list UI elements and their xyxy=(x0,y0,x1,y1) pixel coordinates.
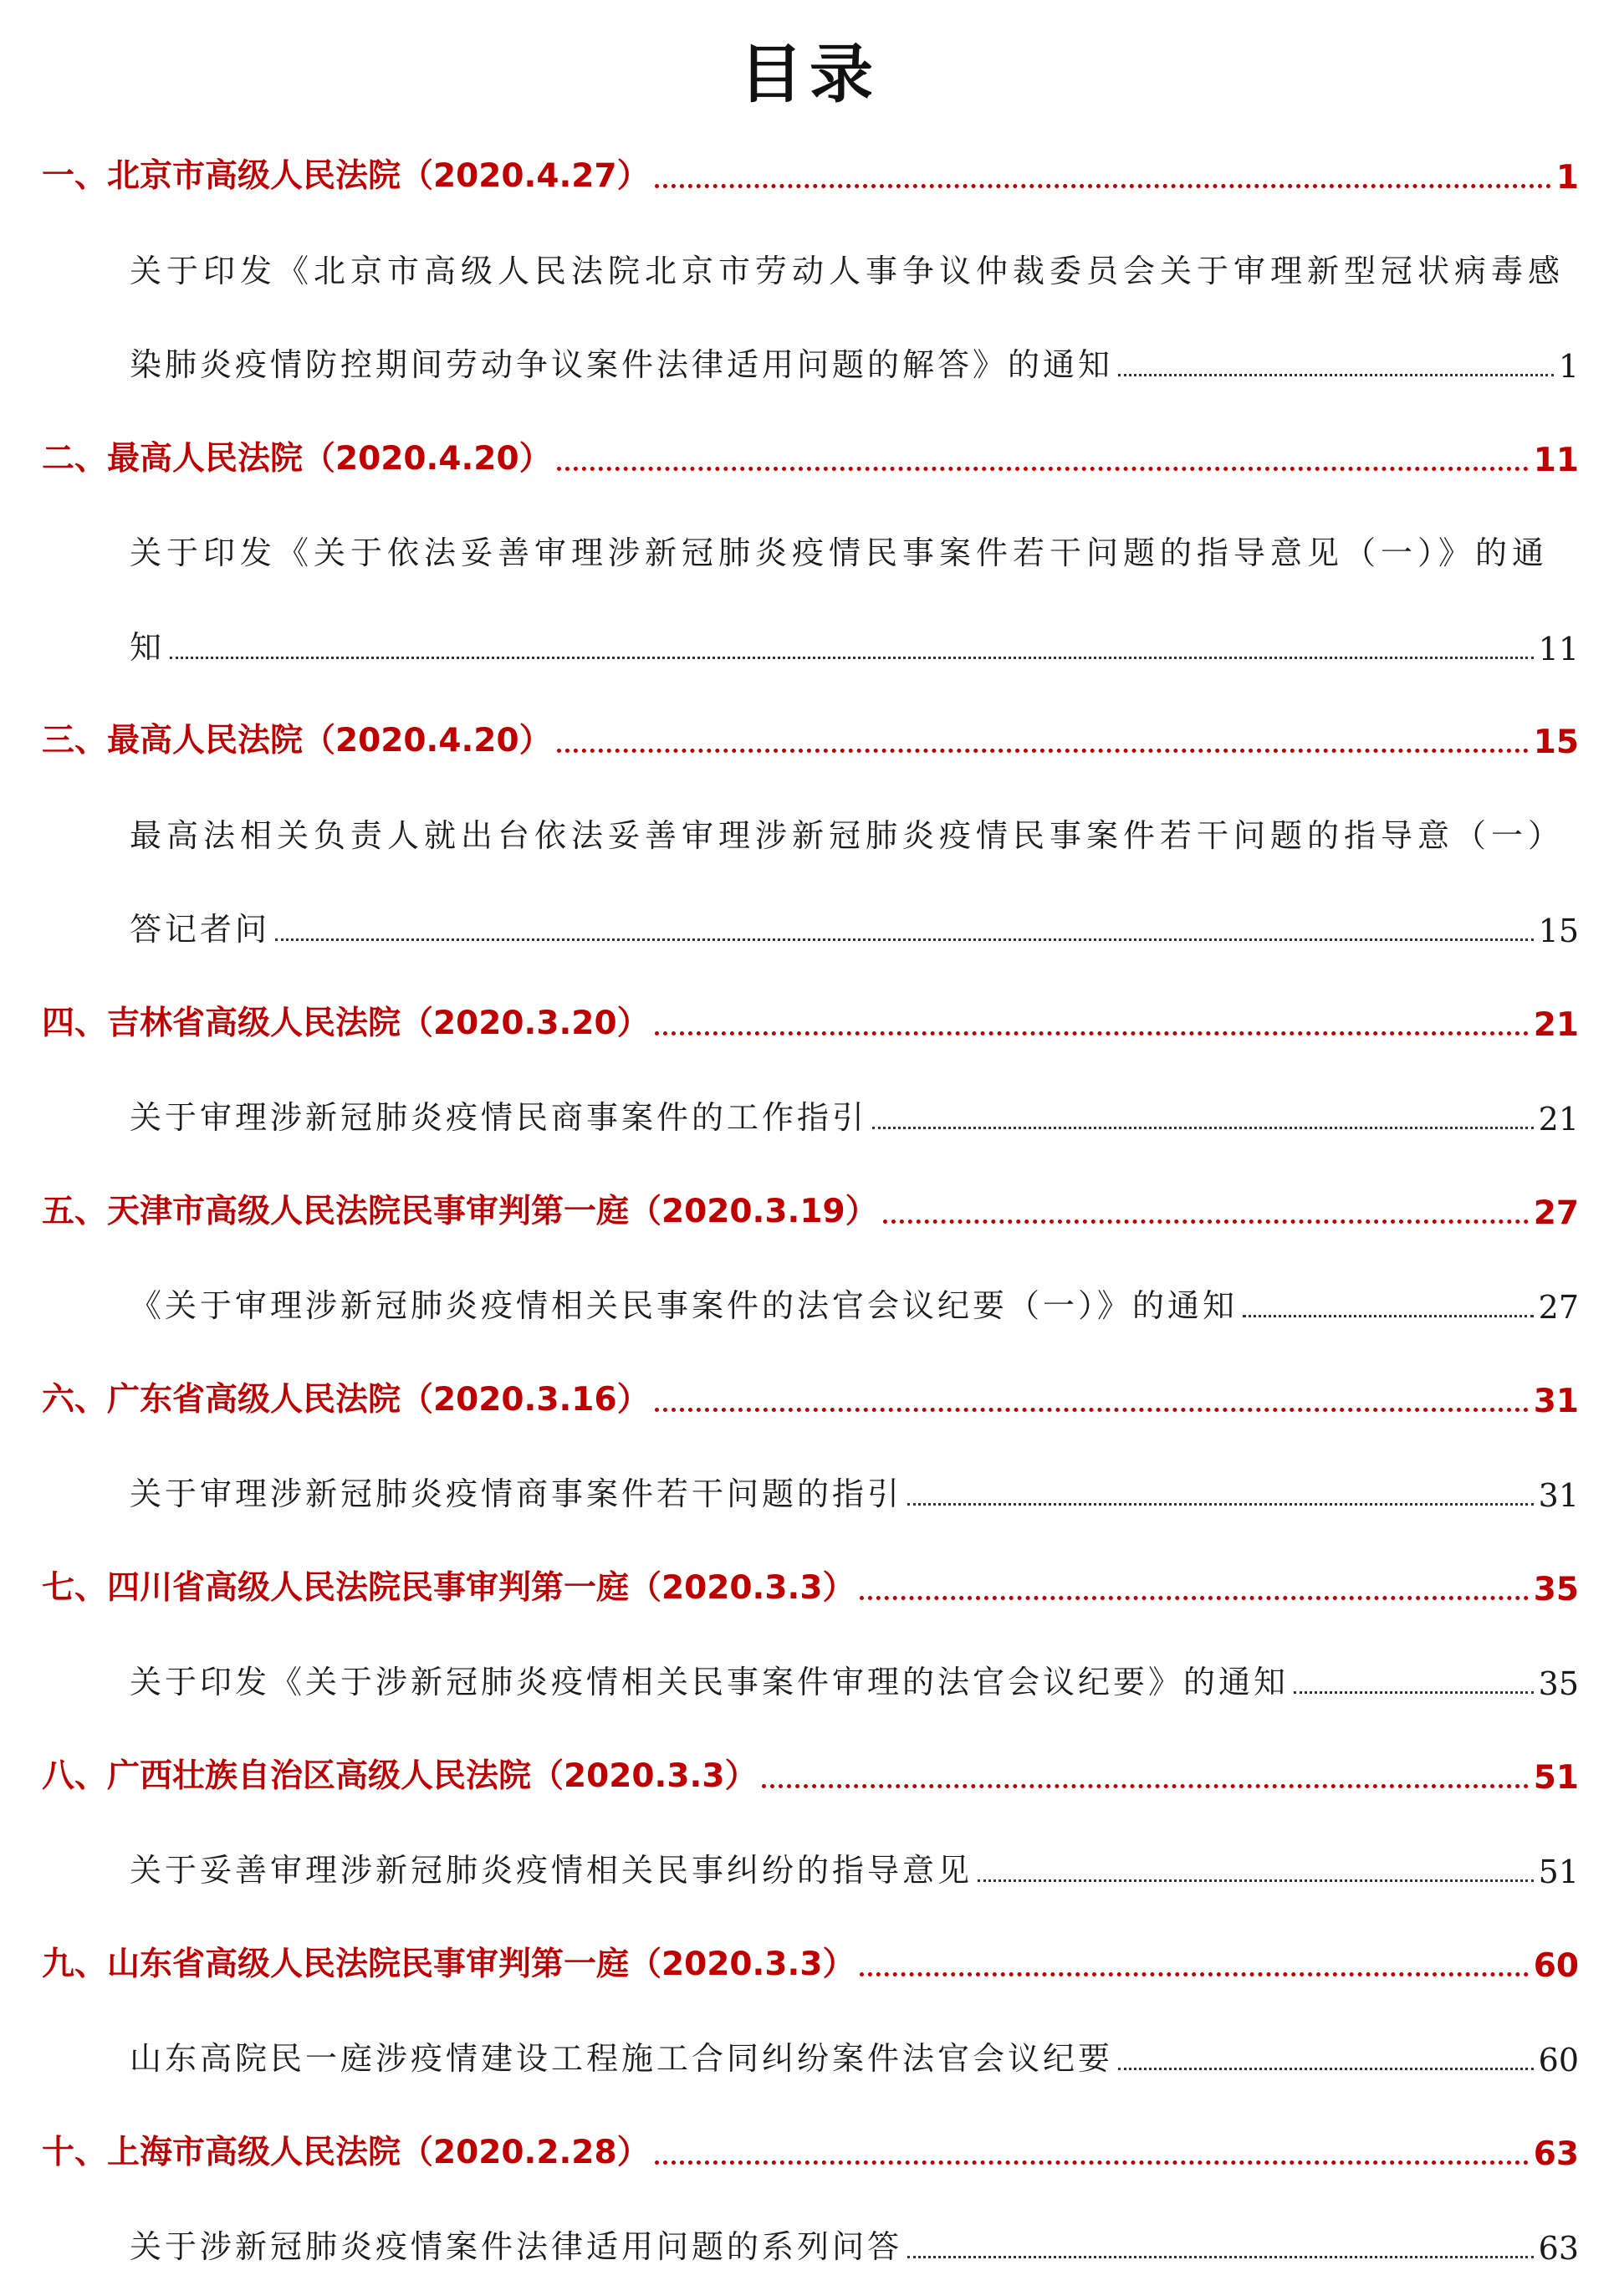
dot-leader xyxy=(655,1031,1529,1036)
dot-leader xyxy=(872,1127,1534,1129)
toc-entry-line[interactable] xyxy=(130,523,1579,573)
toc-entry-line[interactable] xyxy=(130,805,1579,856)
entry-page-number: 63 xyxy=(1538,2230,1579,2267)
toc-entry-line[interactable] xyxy=(130,2217,1579,2267)
section-heading-text: 三、最高人民法院（2020.4.20） xyxy=(42,722,552,759)
toc-entry-line[interactable] xyxy=(130,241,1579,291)
toc-section-heading[interactable] xyxy=(42,1182,1579,1232)
section-page-number: 35 xyxy=(1533,1570,1579,1608)
entry-page-number: 31 xyxy=(1538,1477,1579,1514)
entry-page-number: 15 xyxy=(1538,913,1579,949)
entry-text: 答记者问 xyxy=(130,911,271,948)
entry-page-number: 51 xyxy=(1538,1854,1579,1890)
toc-section-heading[interactable] xyxy=(42,1558,1579,1608)
toc-entry-line[interactable] xyxy=(130,2028,1579,2079)
section-page-number: 31 xyxy=(1533,1382,1579,1420)
section-page-number: 15 xyxy=(1533,724,1579,761)
section-page-number: 27 xyxy=(1533,1194,1579,1232)
dot-leader xyxy=(557,749,1529,753)
entry-text: 染肺炎疫情防控期间劳动争议案件法律适用问题的解答》的通知 xyxy=(130,346,1114,383)
entry-text: 最高法相关负责人就出台依法妥善审理涉新冠肺炎疫情民事案件若干问题的指导意（一） xyxy=(130,816,1565,854)
toc-entry-line[interactable] xyxy=(130,1276,1579,1326)
section-heading-text: 四、吉林省高级人民法院（2020.3.20） xyxy=(42,1004,650,1042)
dot-leader xyxy=(1294,1691,1534,1694)
dot-leader xyxy=(557,467,1529,471)
toc-entry-line[interactable] xyxy=(130,1840,1579,1890)
entry-text: 知 xyxy=(130,628,166,666)
dot-leader xyxy=(275,938,1534,941)
section-heading-text: 一、北京市高级人民法院（2020.4.27） xyxy=(42,157,650,195)
dot-leader xyxy=(655,1408,1529,1412)
toc-entry-line[interactable] xyxy=(130,617,1579,667)
dot-leader xyxy=(883,1220,1529,1224)
dot-leader xyxy=(170,657,1534,659)
entry-text: 关于审理涉新冠肺炎疫情商事案件若干问题的指引 xyxy=(130,1475,903,1512)
dot-leader xyxy=(655,184,1551,188)
dot-leader xyxy=(860,1972,1528,1976)
dot-leader xyxy=(860,1596,1528,1600)
entry-text: 关于涉新冠肺炎疫情案件法律适用问题的系列问答 xyxy=(130,2228,903,2265)
entry-text: 关于妥善审理涉新冠肺炎疫情相关民事纠纷的指导意见 xyxy=(130,1852,973,1889)
toc-section-heading[interactable] xyxy=(42,1935,1579,1985)
entry-text: 关于审理涉新冠肺炎疫情民商事案件的工作指引 xyxy=(130,1099,868,1136)
entry-text: 关于印发《北京市高级人民法院北京市劳动人事争议仲裁委员会关于审理新型冠状病毒感 xyxy=(130,252,1565,289)
toc-section-heading[interactable] xyxy=(42,2123,1579,2173)
dot-leader xyxy=(1118,2068,1534,2070)
toc-section-heading[interactable] xyxy=(42,994,1579,1044)
toc-entry-line[interactable] xyxy=(130,899,1579,949)
toc-entry-line[interactable] xyxy=(130,1652,1579,1702)
dot-leader xyxy=(907,1503,1534,1506)
toc-entry-line[interactable] xyxy=(130,1087,1579,1138)
entry-page-number: 11 xyxy=(1538,630,1579,667)
toc-entry-line[interactable] xyxy=(130,335,1579,385)
dot-leader xyxy=(1243,1315,1534,1317)
section-heading-text: 十、上海市高级人民法院（2020.2.28） xyxy=(42,2133,650,2171)
toc-section-heading[interactable] xyxy=(42,1746,1579,1797)
section-page-number: 21 xyxy=(1533,1005,1579,1044)
entry-text: 《关于审理涉新冠肺炎疫情相关民事案件的法官会议纪要（一）》的通知 xyxy=(130,1287,1239,1324)
dot-leader xyxy=(655,2160,1529,2165)
section-heading-text: 五、天津市高级人民法院民事审判第一庭（2020.3.19） xyxy=(42,1192,878,1230)
toc-section-heading[interactable] xyxy=(42,146,1579,197)
toc-section-heading[interactable] xyxy=(42,429,1579,479)
section-heading-text: 二、最高人民法院（2020.4.20） xyxy=(42,439,552,478)
section-page-number: 11 xyxy=(1533,441,1579,479)
section-heading-text: 六、广东省高级人民法院（2020.3.16） xyxy=(42,1380,650,1419)
toc-section-heading[interactable] xyxy=(42,711,1579,761)
section-heading-text: 八、广西壮族自治区高级人民法院（2020.3.3） xyxy=(42,1757,758,1795)
dot-leader xyxy=(762,1784,1528,1788)
section-heading-text: 九、山东省高级人民法院民事审判第一庭（2020.3.3） xyxy=(42,1945,855,1983)
entry-text: 山东高院民一庭涉疫情建设工程施工合同纠纷案件法官会议纪要 xyxy=(130,2040,1114,2077)
section-page-number: 1 xyxy=(1555,159,1579,197)
dot-leader xyxy=(1118,374,1554,376)
entry-text: 关于印发《关于涉新冠肺炎疫情相关民事案件审理的法官会议纪要》的通知 xyxy=(130,1664,1290,1700)
toc-section-heading[interactable] xyxy=(42,1370,1579,1420)
entry-page-number: 1 xyxy=(1558,348,1579,385)
entry-page-number: 27 xyxy=(1538,1289,1579,1326)
page-title: 目录 xyxy=(739,37,880,111)
entry-page-number: 35 xyxy=(1538,1665,1579,1702)
toc-entry-line[interactable] xyxy=(130,1464,1579,1514)
entry-text: 关于印发《关于依法妥善审理涉新冠肺炎疫情民事案件若干问题的指导意见（一）》的通 xyxy=(130,534,1550,571)
entry-page-number: 21 xyxy=(1538,1101,1579,1138)
section-page-number: 63 xyxy=(1533,2135,1579,2173)
dot-leader xyxy=(907,2256,1534,2258)
section-page-number: 51 xyxy=(1533,1758,1579,1797)
dot-leader xyxy=(978,1879,1534,1882)
section-heading-text: 七、四川省高级人民法院民事审判第一庭（2020.3.3） xyxy=(42,1568,855,1607)
section-page-number: 60 xyxy=(1533,1946,1579,1985)
entry-page-number: 60 xyxy=(1538,2042,1579,2079)
